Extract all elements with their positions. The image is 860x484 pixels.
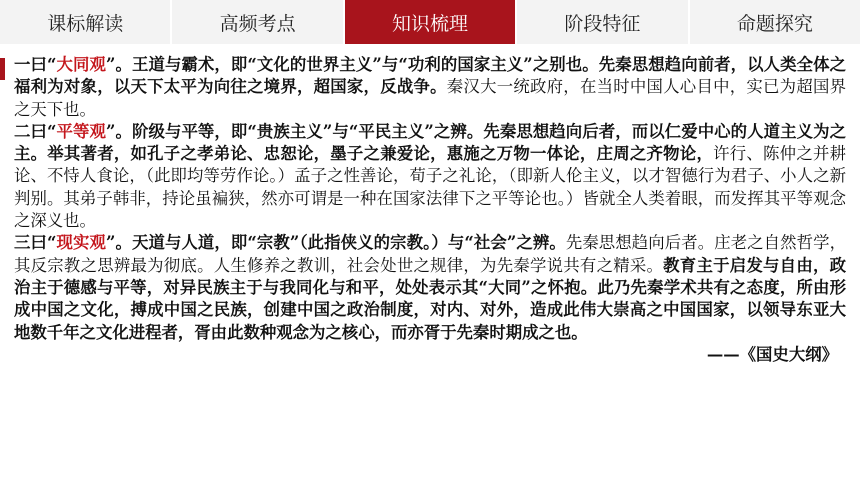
paragraph-lead: 二曰“	[14, 121, 57, 141]
tab-stage-features[interactable]: 阶段特征	[517, 0, 689, 44]
tab-curriculum-interpretation[interactable]: 课标解读	[0, 0, 172, 44]
keyword-datong: 大同观	[56, 55, 106, 74]
paragraph-lead: 三曰“	[14, 233, 57, 253]
keyword-pingdeng: 平等观	[56, 121, 106, 141]
keyword-xianshi: 现实观	[56, 233, 106, 253]
paragraph-datong	[14, 54, 846, 121]
paragraph-bold-text: ”。王道与霸术，即“文化的世界主义”与“功利的国家主义”之别也。先秦思想趋向前者，以人类全体之福利为对象，以天下太平为向往之境界，超国家，反战争。	[14, 55, 846, 97]
paragraph-plain-text: 先秦思想趋向后者。庄老之自然哲学，其反宗教之思辨最为彻底。人生修养之教训，社会处世之规律，为先秦学说共有之精采。	[14, 233, 846, 275]
paragraph-bold-text: ”。阶级与平等，即“贵族主义”与“平民主义”之辨。先秦思想趋向后者，而以仁爱中心的人道主义为之主。举其著者，如孔子之孝弟论、忠恕论，墨子之兼爱论，惠施之万物一体论，庄周之齐物论，	[14, 121, 846, 164]
tab-knowledge-review[interactable]: 知识梳理	[345, 0, 517, 44]
paragraph-bold-text: 教育主于启发与自由，政治主于德感与平等，对异民族主于与我同化与和平，处处表示其“大同”之怀抱。此乃先秦学术共有之态度，所由形成中国之文化，搏成中国之民族，创建中国之政治制度，对内、对外，造成此伟大崇高之中国国家，以领导东亚大地数千年之文化进程者，胥由此数种观念为之核心，而亦胥于先秦时期成之也。	[14, 255, 846, 342]
paragraph-xianshi	[14, 232, 846, 343]
passage-text	[14, 54, 846, 366]
source-citation: ——《国史大纲》	[706, 344, 838, 364]
tab-bar	[0, 0, 860, 44]
tab-question-exploration[interactable]: 命题探究	[690, 0, 860, 44]
paragraph-bold-text: ”。天道与人道，即“宗教”（此指侠义的宗教。）与“社会”之辨。	[105, 233, 566, 253]
tab-high-frequency-points[interactable]: 高频考点	[172, 0, 344, 44]
paragraph-pingdeng	[14, 121, 846, 232]
paragraph-plain-text: 秦汉大一统政府，在当时中国人心目中，实已为超国界之天下也。	[14, 77, 847, 119]
paragraph-plain-text: 许行、陈仲之并耕论、不恃人食论，（此即均等劳作论。）孟子之性善论，荀子之礼论，（即新人伦主义，以才智德行为君子、小人之新判别。其弟子韩非，持论虽褊狭，然亦可谓是一种在国家法律下之平等论也。）皆就全人类着眼，而发挥其平等观念之深义也。	[14, 144, 846, 231]
paragraph-lead: 一曰“	[14, 55, 57, 74]
accent-bar-decoration	[0, 58, 5, 80]
